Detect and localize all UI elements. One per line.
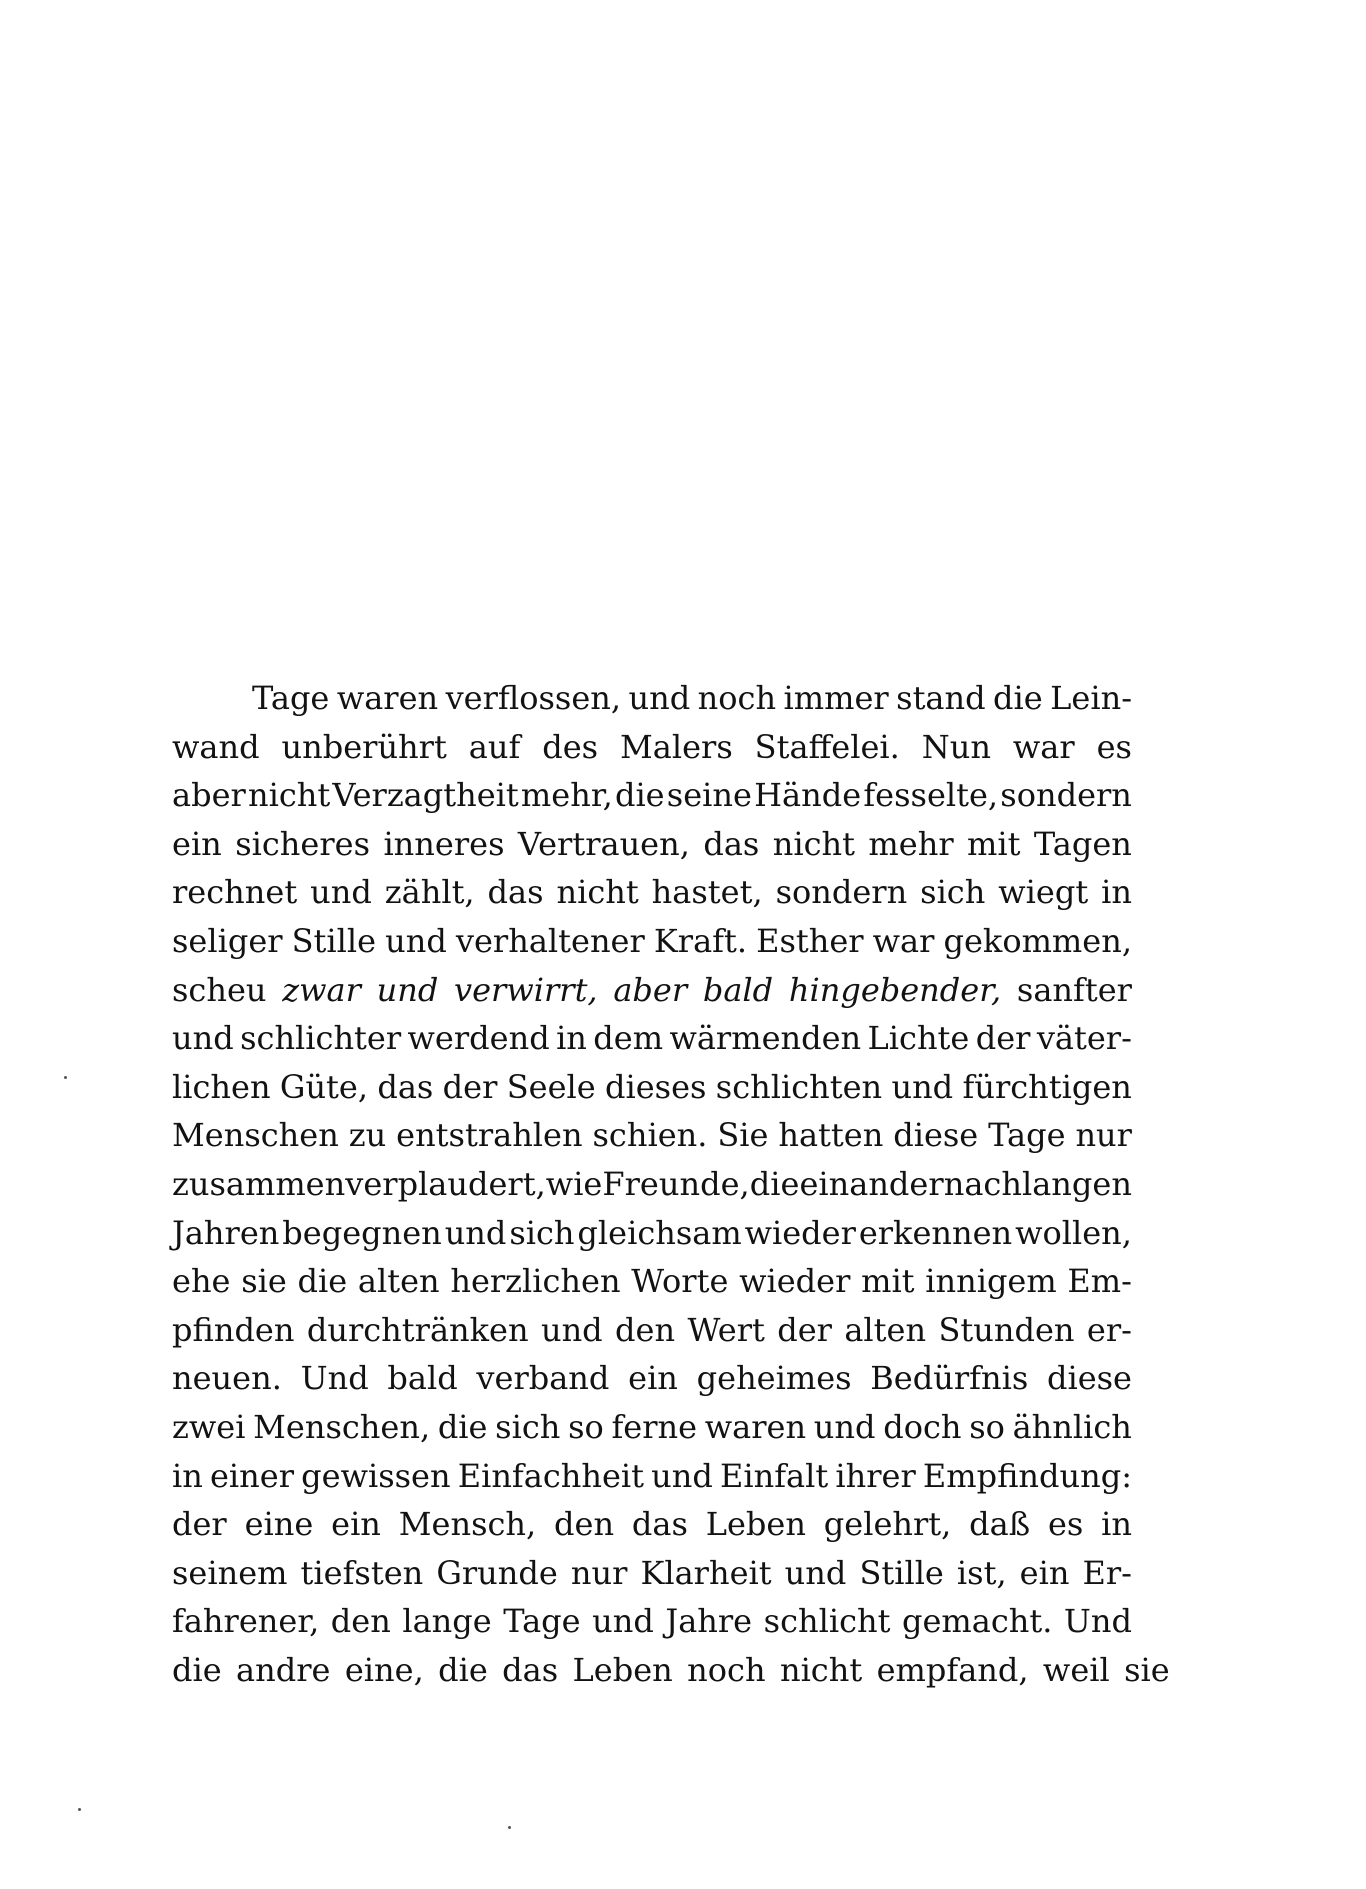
text-line: wand unberührt auf des Malers Staffelei. Nun war es: [172, 727, 1132, 766]
text-line: pfinden durchtränken und den Wert der alten Stunden er-: [172, 1310, 1132, 1349]
text-line: zwei Menschen, die sich so ferne waren und doch so ähnlich: [172, 1407, 1132, 1446]
text-line: rechnet und zählt, das nicht hastet, sondern sich wiegt in: [172, 873, 1132, 912]
text-line: der eine ein Mensch, den das Leben gelehrt, daß es in: [172, 1505, 1132, 1544]
text-line: Tage waren verflossen, und noch immer stand die Lein-: [252, 679, 1132, 717]
text-line: zusammen verplaudert, wie Freunde, die einander nach langen: [172, 1164, 1132, 1203]
text-line: neuen. Und bald verband ein geheimes Bedürfnis diese: [172, 1359, 1132, 1398]
speck-mark: [78, 1808, 81, 1811]
text-line: lichen Güte, das der Seele dieses schlichten und fürchtigen: [172, 1067, 1132, 1106]
text-line: in einer gewissen Einfachheit und Einfalt ihrer Empfindung:: [172, 1456, 1132, 1495]
text-line: Jahren begegnen und sich gleichsam wieder erkennen wollen,: [172, 1213, 1132, 1252]
text-line: aber nicht Verzagtheit mehr, die seine Hände fesselte, sondern: [172, 776, 1132, 815]
text-line: die andre eine, die das Leben noch nicht empfand, weil sie: [172, 1650, 1170, 1689]
text-line: seliger Stille und verhaltener Kraft. Esther war gekommen,: [172, 921, 1132, 960]
text-line: Menschen zu entstrahlen schien. Sie hatten diese Tage nur: [172, 1116, 1132, 1155]
text-line: fahrener, den lange Tage und Jahre schlicht gemacht. Und: [172, 1602, 1132, 1641]
text-line: scheu zwar und verwirrt, aber bald hingebender, sanfter: [172, 970, 1132, 1009]
text-line: seinem tiefsten Grunde nur Klarheit und Stille ist, ein Er-: [172, 1553, 1132, 1592]
text-line: ein sicheres inneres Vertrauen, das nicht mehr mit Tagen: [172, 824, 1132, 863]
text-line: und schlichter werdend in dem wärmenden Lichte der väter-: [172, 1019, 1132, 1058]
text-line: ehe sie die alten herzlichen Worte wieder mit innigem Em-: [172, 1262, 1132, 1301]
speck-mark: [64, 1076, 67, 1079]
speck-mark: [508, 1826, 511, 1829]
body-text: [172, 674, 1170, 1694]
